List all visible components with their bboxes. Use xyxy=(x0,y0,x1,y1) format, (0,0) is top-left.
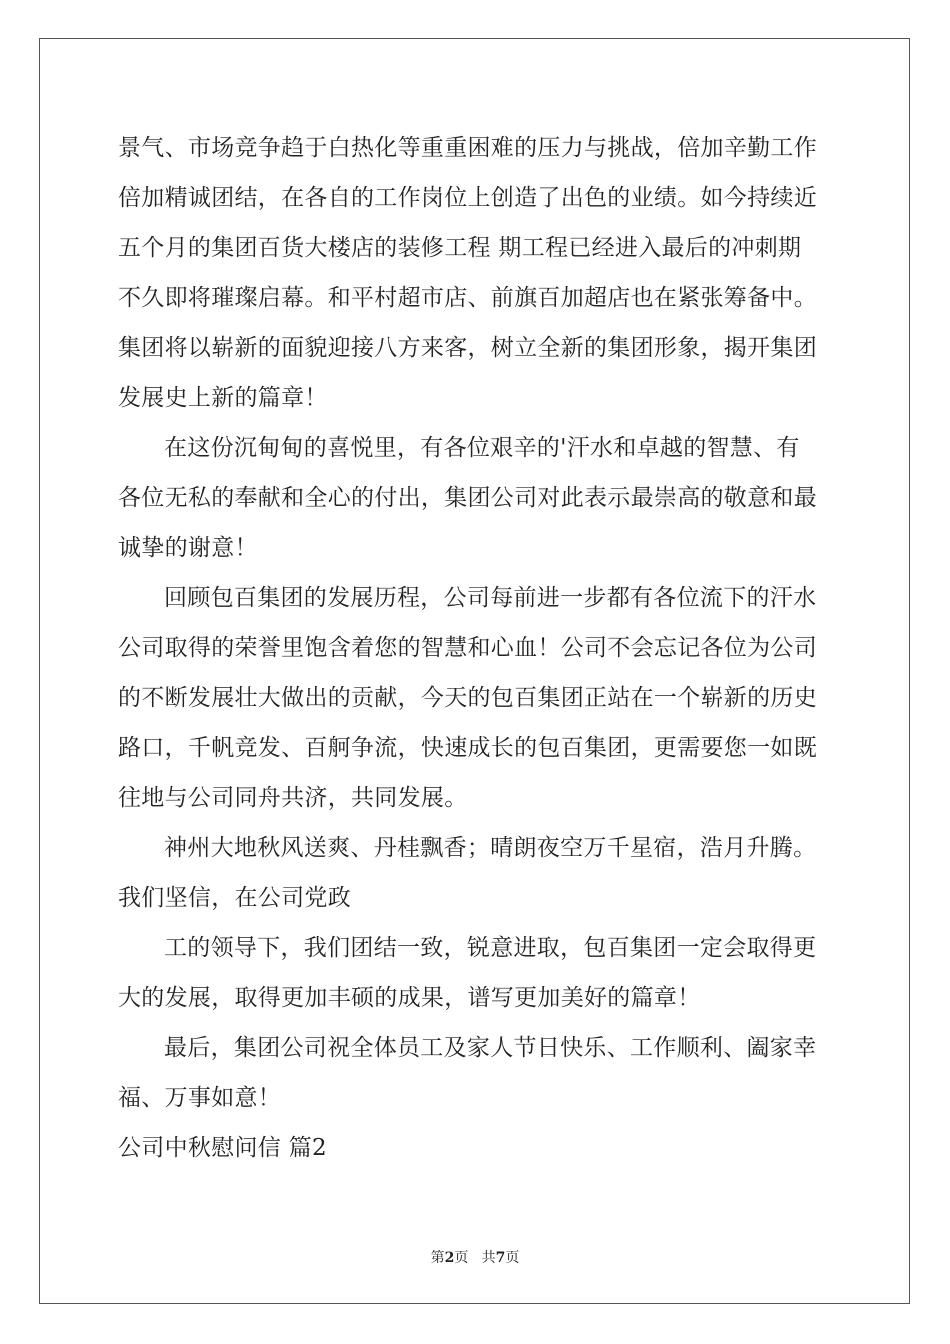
text-line: 回顾包百集团的发展历程，公司每前进一步都有各位流下的汗水 xyxy=(164,585,817,611)
text-line: 神州大地秋风送爽、丹桂飘香；晴朗夜空万千星宿，浩月升腾。 xyxy=(164,835,817,861)
footer-total-suffix: 页 xyxy=(505,1250,520,1266)
document-body xyxy=(118,123,836,1173)
footer-prefix: 第 xyxy=(430,1250,445,1266)
total-pages: 7 xyxy=(495,1250,506,1266)
text-line: 的不断发展壮大做出的贡献，今天的包百集团正站在一个崭新的历史 xyxy=(118,685,817,711)
text-line: 工的领导下，我们团结一致，锐意进取，包百集团一定会取得更 xyxy=(164,935,817,961)
footer-total-prefix: 共 xyxy=(481,1250,496,1266)
text-line: 公司中秋慰问信 篇2 xyxy=(118,1135,327,1161)
text-line: 不久即将璀璨启幕。和平村超市店、前旗百加超店也在紧张筹备中。 xyxy=(118,285,817,311)
text-line: 最后，集团公司祝全体员工及家人节日快乐、工作顺利、阖家幸 xyxy=(164,1035,817,1061)
text-line: 往地与公司同舟共济，共同发展。 xyxy=(118,785,468,811)
text-line: 我们坚信，在公司党政 xyxy=(118,885,351,911)
text-line: 诚挚的谢意！ xyxy=(118,535,258,561)
footer-page-suffix: 页 xyxy=(454,1250,469,1266)
text-line: 五个月的集团百货大楼店的装修工程 期工程已经进入最后的冲刺期 xyxy=(118,235,802,261)
text-line: 路口，千帆竞发、百舸争流，快速成长的包百集团，更需要您一如既 xyxy=(118,735,817,761)
text-line: 各位无私的奉献和全心的付出，集团公司对此表示最崇高的敬意和最 xyxy=(118,485,817,511)
text-line: 倍加精诚团结，在各自的工作岗位上创造了出色的业绩。如今持续近 xyxy=(118,185,817,211)
page-number: 2 xyxy=(444,1250,455,1266)
text-line: 景气、市场竞争趋于白热化等重重困难的压力与挑战，倍加辛勤工作 xyxy=(118,135,817,161)
page-footer xyxy=(0,1247,950,1267)
text-line: 大的发展，取得更加丰硕的成果，谱写更加美好的篇章！ xyxy=(118,985,701,1011)
text-line: 集团将以崭新的面貌迎接八方来客，树立全新的集团形象，揭开集团 xyxy=(118,335,817,361)
text-line: 发展史上新的篇章！ xyxy=(118,385,328,411)
text-line: 在这份沉甸甸的喜悦里，有各位艰辛的'汗水和卓越的智慧、有 xyxy=(164,435,800,461)
text-line: 福、万事如意！ xyxy=(118,1085,282,1111)
text-line: 公司取得的荣誉里饱含着您的智慧和心血！公司不会忘记各位为公司 xyxy=(118,635,817,661)
